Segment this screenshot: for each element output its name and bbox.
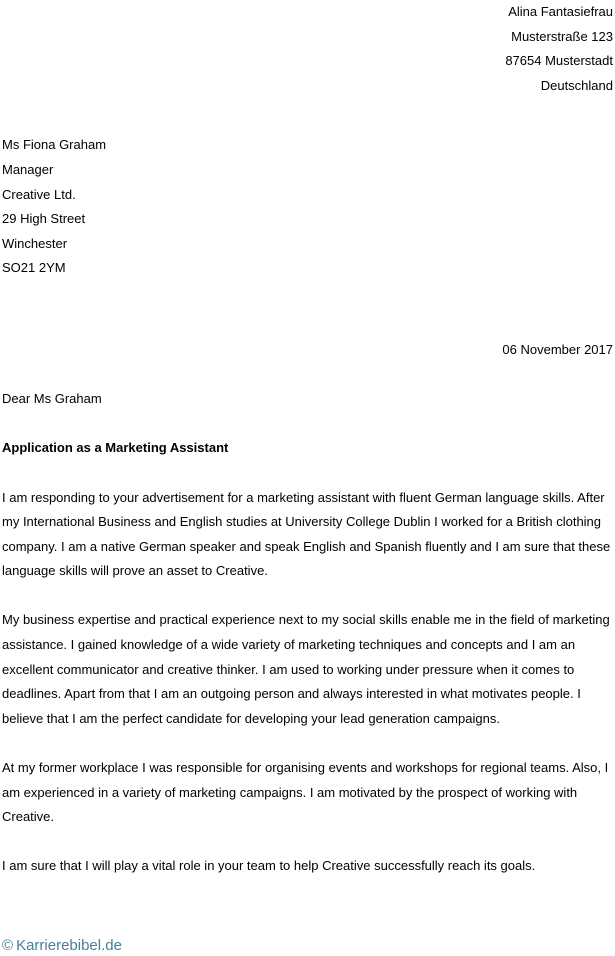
sender-city: 87654 Musterstadt <box>505 53 613 69</box>
recipient-street: 29 High Street <box>2 211 86 227</box>
sender-street: Musterstraße 123 <box>511 28 613 44</box>
letter-date: 06 November 2017 <box>502 341 613 357</box>
body-paragraph: At my former workplace I was responsible for organising events and workshops for regional teams. Also, I am experienced in a variety of marketing campaigns. I am motivated by the prospect of working with Creative. <box>2 760 609 825</box>
sender-address-block <box>2 0 613 98</box>
recipient-postcode: SO21 2YM <box>2 260 66 276</box>
body-paragraph: I am sure that I will play a vital role in your team to help Creative successfully reach its goals. <box>2 858 536 874</box>
sender-name: Alina Fantasiefrau <box>508 4 613 19</box>
body-paragraph: I am responding to your advertisement for a marketing assistant with fluent German language skills. After my International Business and English studies at University College Dublin I worked for a British clothing company. I am a native German speaker and speak English and Spanish fluently and I am sure that these language skills will prove an asset to Creative. <box>2 489 611 579</box>
sender-country: Deutschland <box>540 77 613 93</box>
footer-site-name: Karrierebibel.de <box>16 937 122 954</box>
letter-content <box>2 0 613 879</box>
recipient-city: Winchester <box>2 235 68 251</box>
recipient-job-title: Manager <box>2 161 54 177</box>
subject-line: Application as a Marketing Assistant <box>2 440 229 456</box>
copyright-icon: © <box>2 937 14 954</box>
recipient-company: Creative Ltd. <box>2 186 76 202</box>
recipient-address-block <box>2 133 613 281</box>
letter-body <box>2 486 613 880</box>
footer-watermark <box>2 936 122 956</box>
recipient-name: Ms Fiona Graham <box>2 137 107 153</box>
body-paragraph: My business expertise and practical experience next to my social skills enable me in the field of marketing assistance. I gained knowledge of a wide variety of marketing techniques and concepts and I am an excellent communicator and creative thinker. I am used to working under pressure when it comes to deadlines. Apart from that I am an outgoing person and always interested in what motivates people. I believe that I am the perfect candidate for developing your lead generation campaigns. <box>2 612 610 726</box>
salutation: Dear Ms Graham <box>2 391 102 407</box>
